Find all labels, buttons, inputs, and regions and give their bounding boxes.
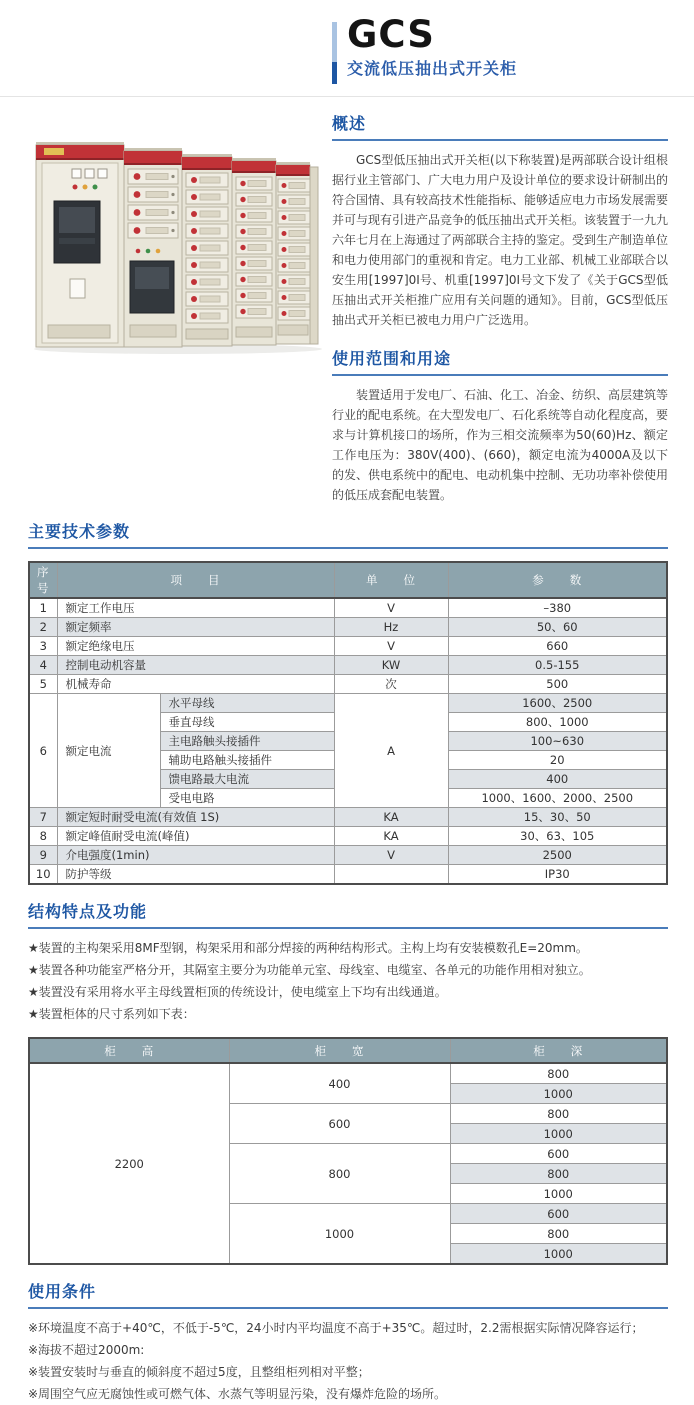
params-table [28,561,668,885]
section-overview [332,111,668,330]
param-item: 额定频率 [57,618,334,637]
param-unit: 次 [334,675,448,694]
param-unit: KA [334,808,448,827]
structure-bullet: ★装置柜体的尺寸系列如下表： [28,1007,195,1021]
param-unit: A [334,694,448,808]
param-no: 7 [29,808,57,827]
overview-body: GCS型低压抽出式开关柜(以下称装置)是两部联合设计组根据行业主管部门、广大电力用户及设计单位的要求设计研制出的符合国情、具有较高技术性能指标、能够适应电力市场发展需要并可与现有引进产品竞争的低压抽出式开关柜。该装置于一九九六年七月在上海通过了两部联合主持的鉴定。受到生产制造单位和电力使用部门的重视和肯定。电力工业部、机械工业部联合以安生用[1997]0I号、机重[1997]0I号文下发了《关于GCS型低压抽出式开关柜推广应用有关问题的通知》。目前，GCS型低压抽出式开关柜已被电力用户广泛选用。 [332,153,669,327]
param-item: 防护等级 [57,865,334,885]
param-no: 3 [29,637,57,656]
size-header-height: 柜 高 [29,1038,229,1063]
param-value: 500 [448,675,667,694]
section-scope [332,346,668,505]
param-no: 6 [29,694,57,808]
structure-bullet: ★装置没有采用将水平主母线置柜顶的传统设计，使电缆室上下均有出线通道。 [28,985,447,999]
table-row [29,694,667,713]
params-header-item: 项 目 [57,562,334,598]
params-header-no: 序号 [29,562,57,598]
param-no: 1 [29,598,57,618]
param-value: 400 [448,770,667,789]
scope-title: 使用范围和用途 [332,346,668,376]
param-value: 0.5-155 [448,656,667,675]
size-depth: 1000 [450,1084,667,1104]
brand-bar-dark-segment [332,62,337,84]
scope-body: 装置适用于发电厂、石油、化工、冶金、纺织、高层建筑等行业的配电系统。在大型发电厂、石化系统等自动化程度高，要求与计算机接口的场所，作为三相交流频率为50(60)Hz、额定工作电压为：380V(400)、(660)，额定电流为4000A及以下的发、供电系统中的配电、电动机集中控制、无功功率补偿使用的低压成套配电装置。 [332,388,669,502]
param-value: 1000、1600、2000、2500 [448,789,667,808]
brand-title: GCS [347,13,435,56]
table-row [29,656,667,675]
param-subitem: 辅助电路触头接插件 [160,751,334,770]
param-unit: KW [334,656,448,675]
params-header-unit: 单 位 [334,562,448,598]
table-row [29,675,667,694]
size-depth: 1000 [450,1244,667,1265]
right-column [332,111,668,505]
param-value: 50、60 [448,618,667,637]
table-row [29,598,667,618]
structure-bullet: ★装置各种功能室严格分开，其隔室主要分为功能单元室、母线室、电缆室、各单元的功能作用相对独立。 [28,963,591,977]
param-no: 8 [29,827,57,846]
param-unit: Hz [334,618,448,637]
param-item: 额定绝缘电压 [57,637,334,656]
brand-text [347,13,518,88]
table-row [29,618,667,637]
table-row [29,827,667,846]
param-no: 2 [29,618,57,637]
param-no: 10 [29,865,57,885]
size-width: 400 [229,1063,450,1104]
brand-subtitle: 交流低压抽出式开关柜 [347,58,518,78]
table-header-row [29,1038,667,1063]
conditions-bullets [28,1317,668,1405]
param-unit: V [334,598,448,618]
param-item: 控制电动机容量 [57,656,334,675]
param-value: IP30 [448,865,667,885]
param-value: 660 [448,637,667,656]
product-photo [28,111,324,356]
section-params [28,519,668,885]
cabinet-size-table [28,1037,668,1265]
header-divider [0,96,694,97]
table-row [29,865,667,885]
params-title: 主要技术参数 [28,519,668,549]
condition-bullet: ※环境温度不高于+40℃，不低于-5℃，24小时内平均温度不高于+35℃。超过时，2.2需根据实际情况降容运行； [28,1321,644,1335]
param-value: 800、1000 [448,713,667,732]
section-structure [28,899,668,1265]
param-value: 20 [448,751,667,770]
switchgear-cabinet-illustration [28,111,324,356]
param-value: 1600、2500 [448,694,667,713]
param-item: 额定峰值耐受电流(峰值) [57,827,334,846]
size-height: 2200 [29,1063,229,1264]
size-header-width: 柜 宽 [229,1038,450,1063]
param-unit: V [334,846,448,865]
structure-bullet: ★装置的主构架采用8MF型钢，构架采用和部分焊接的两种结构形式。主构上均有安装模数孔E=20mm。 [28,941,588,955]
param-subitem: 馈电路最大电流 [160,770,334,789]
size-width: 1000 [229,1204,450,1265]
size-header-depth: 柜 深 [450,1038,667,1063]
param-item: 额定电流 [57,694,160,808]
condition-bullet: ※装置安装时与垂直的倾斜度不超过5度，且整组柜列相对平整； [28,1365,370,1379]
param-value: 30、63、105 [448,827,667,846]
params-header-value: 参 数 [448,562,667,598]
size-depth: 800 [450,1224,667,1244]
param-value: 15、30、50 [448,808,667,827]
table-row [29,637,667,656]
table-header-row [29,562,667,598]
conditions-title: 使用条件 [28,1279,668,1309]
param-no: 9 [29,846,57,865]
param-unit: V [334,637,448,656]
size-width: 800 [229,1144,450,1204]
size-depth: 1000 [450,1184,667,1204]
param-item: 额定工作电压 [57,598,334,618]
brand-bar-light-segment [332,22,337,62]
size-depth: 600 [450,1144,667,1164]
structure-title: 结构特点及功能 [28,899,668,929]
condition-bullet: ※周围空气应无腐蚀性或可燃气体、水蒸气等明显污染，没有爆炸危险的场所。 [28,1387,447,1401]
param-subitem: 受电电路 [160,789,334,808]
param-subitem: 主电路触头接插件 [160,732,334,751]
param-subitem: 水平母线 [160,694,334,713]
top-region [28,111,668,505]
structure-bullets [28,937,668,1025]
param-value: –380 [448,598,667,618]
param-no: 5 [29,675,57,694]
param-value: 100~630 [448,732,667,751]
brand-accent-bar [332,22,337,84]
doc-header [332,13,668,88]
param-item: 介电强度(1min) [57,846,334,865]
param-unit: KA [334,827,448,846]
table-row [29,808,667,827]
param-item: 额定短时耐受电流(有效值 1S) [57,808,334,827]
section-conditions [28,1279,668,1405]
size-depth: 800 [450,1164,667,1184]
param-value: 2500 [448,846,667,865]
size-depth: 1000 [450,1124,667,1144]
overview-title: 概述 [332,111,668,141]
param-no: 4 [29,656,57,675]
param-unit [334,865,448,885]
size-depth: 600 [450,1204,667,1224]
table-row [29,846,667,865]
size-width: 600 [229,1104,450,1144]
size-depth: 800 [450,1063,667,1084]
param-subitem: 垂直母线 [160,713,334,732]
param-item: 机械寿命 [57,675,334,694]
table-row [29,1063,667,1084]
condition-bullet: ※海拔不超过2000m: [28,1343,145,1357]
size-depth: 800 [450,1104,667,1124]
